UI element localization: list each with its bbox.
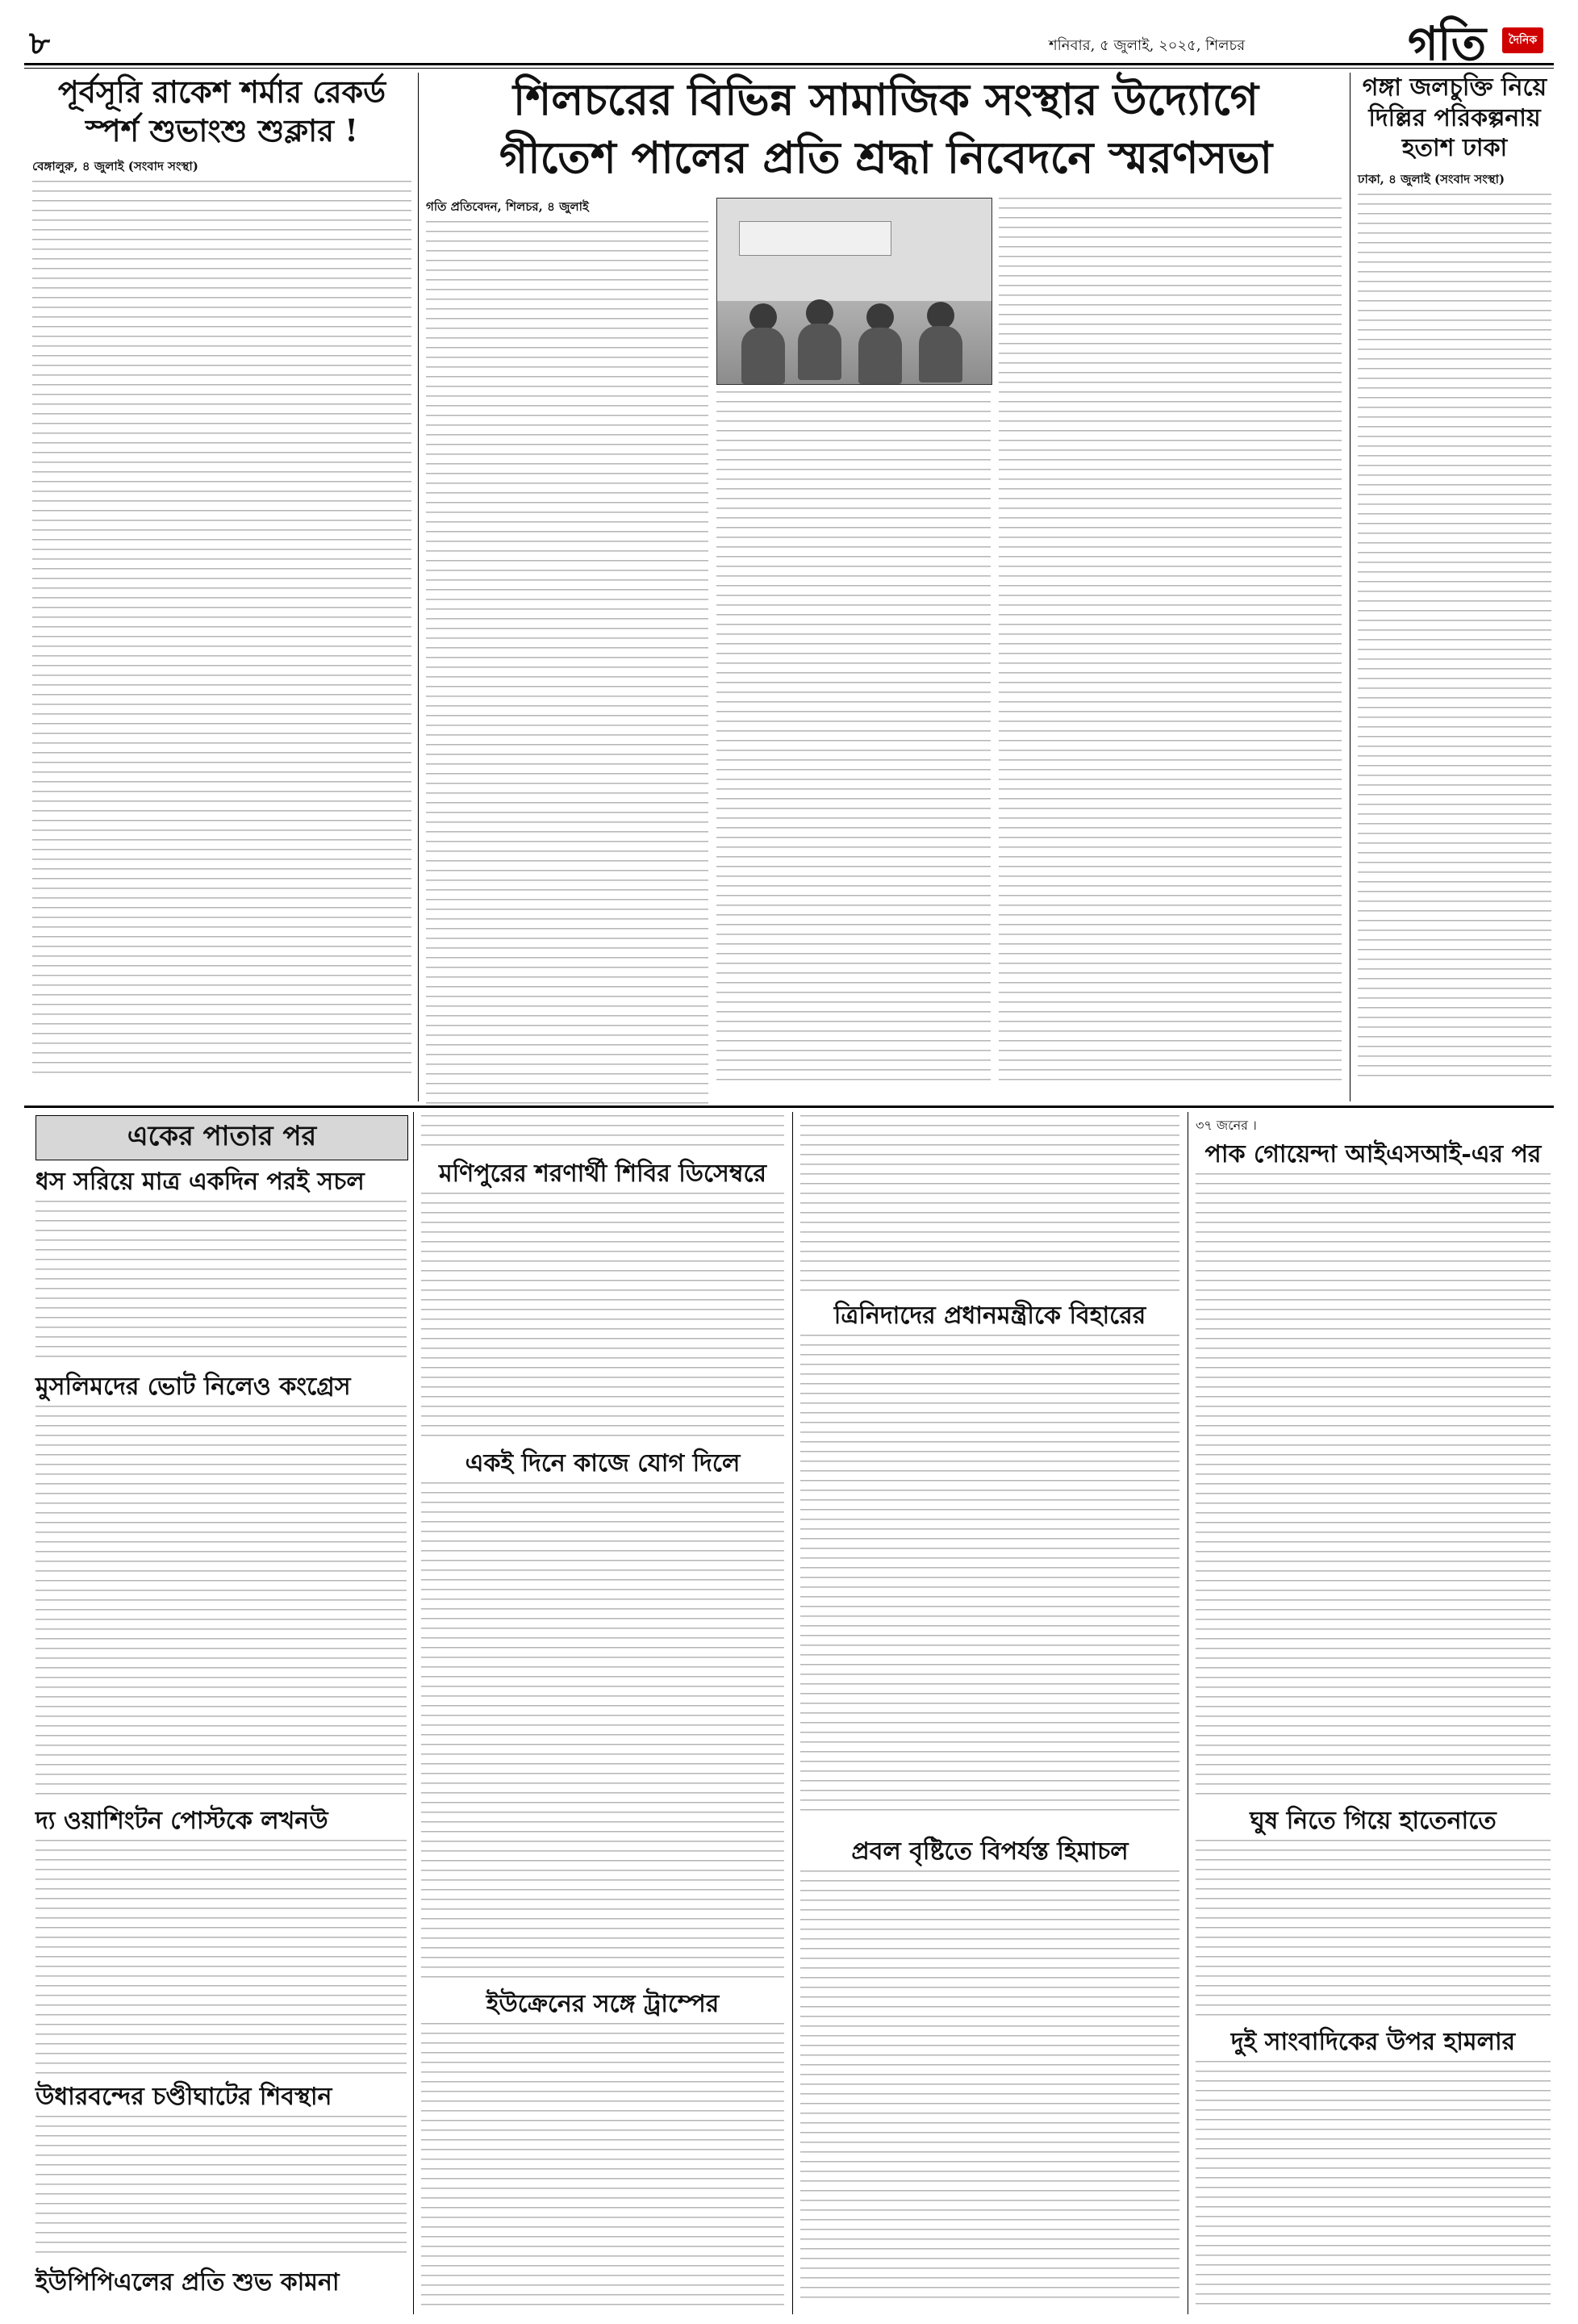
article-rakesh xyxy=(32,73,411,1076)
article-shilchar-col1 xyxy=(426,198,708,1109)
masthead-rule xyxy=(24,63,1554,65)
pak-lead: ৩৭ জনের । xyxy=(1196,1118,1257,1133)
masthead-rule-thin xyxy=(24,68,1554,69)
article-trinidad-title: ত্রিনিদাদের প্রধানমন্ত্রীকে বিহারের xyxy=(833,1302,1146,1330)
article-ghush-body xyxy=(1196,1840,1551,2017)
article-trinidad-body xyxy=(800,1335,1179,1819)
article-ghush xyxy=(1196,1806,1551,2017)
article-shilchar-body-2 xyxy=(716,391,991,1085)
carry-over-body xyxy=(421,1115,784,1152)
article-kaaj-title: একই দিনে কাজে যোগ দিলে xyxy=(465,1449,741,1478)
article-manipur xyxy=(421,1159,784,1443)
article-pak-body xyxy=(1196,1173,1551,1795)
article-ukraine-title: ইউক্রেনের সঙ্গে ট্রাম্পের xyxy=(486,1990,720,2018)
column-rule xyxy=(792,1112,793,2314)
article-ganga-title: গঙ্গা জলচুক্তি নিয়ে দিল্লির পরিকল্পনায় হতাশ ঢাকা xyxy=(1362,73,1547,162)
article-dhos xyxy=(35,1167,407,1362)
article-upl xyxy=(35,2268,407,2298)
article-udhar-body xyxy=(35,2116,407,2261)
article-dhos-title: ধস সরিয়ে মাত্র একদিন পরই সচল xyxy=(35,1168,365,1196)
article-muslim-title: মুসলিমদের ভোট নিলেও কংগ্রেস xyxy=(35,1373,351,1401)
article-ukraine-body xyxy=(421,2023,784,2314)
paper-badge: দৈনিক xyxy=(1502,27,1543,53)
article-washington xyxy=(35,1806,407,2074)
article-dhos-body xyxy=(35,1201,407,1362)
article-ganga-body xyxy=(1358,194,1551,1081)
article-ganga xyxy=(1358,73,1551,1081)
article-shilchar-title-2: গীতেশ পালের প্রতি শ্রদ্ধা নিবেদনে স্মরণসভা xyxy=(499,131,1273,183)
carry-over-body-2 xyxy=(800,1115,1179,1293)
article-udhar xyxy=(35,2082,407,2261)
article-pak-title: পাক গোয়েন্দা আইএসআই-এর পর xyxy=(1204,1140,1542,1168)
article-dui xyxy=(1196,2027,1551,2311)
article-kaaj-body xyxy=(421,1482,784,1983)
article-shilchar-body-3 xyxy=(999,198,1342,1085)
article-himachal-title: প্রবল বৃষ্টিতে বিপর্যস্ত হিমাচল xyxy=(851,1837,1129,1866)
article-ghush-title: ঘুষ নিতে গিয়ে হাতেনাতে xyxy=(1250,1807,1497,1835)
article-ukraine xyxy=(421,1989,784,2314)
article-upl-title: ইউপিপিএলের প্রতি শুভ কামনা xyxy=(35,2268,340,2297)
article-shilchar-title-1: শিলচরের বিভিন্ন সামাজিক সংস্থার উদ্যোগে xyxy=(512,73,1259,125)
continued-banner xyxy=(35,1115,408,1160)
article-manipur-body xyxy=(421,1193,784,1443)
memorial-photo xyxy=(716,198,992,385)
article-shilchar xyxy=(426,73,1346,185)
date-line: শনিবার, ৫ জুলাই, ২০২৫, শিলচর xyxy=(1049,37,1246,54)
article-ganga-dateline: ঢাকা, ৪ জুলাই (সংবাদ সংস্থা) xyxy=(1358,171,1505,186)
column-rule xyxy=(413,1112,414,2314)
article-himachal xyxy=(800,1837,1179,2306)
article-rakesh-title: পূর্বসূরি রাকেশ শর্মার রেকর্ড স্পর্শ শুভাংশু শুক্লার ! xyxy=(57,73,386,148)
article-muslim-body xyxy=(35,1406,407,1801)
section-rule xyxy=(24,1106,1554,1108)
article-rakesh-dateline: বেঙ্গালুরু, ৪ জুলাই (সংবাদ সংস্থা) xyxy=(32,159,198,173)
page-number: ৮ xyxy=(29,24,50,62)
column-rule xyxy=(418,73,419,1101)
article-kaaj xyxy=(421,1448,784,1983)
continued-label: একের পাতার পর xyxy=(127,1119,317,1152)
paper-logo: গতি xyxy=(1408,16,1486,71)
article-udhar-title: উধারবন্দের চণ্ডীঘাটের শিবস্থান xyxy=(35,2083,332,2111)
article-himachal-body xyxy=(800,1870,1179,2306)
article-pak xyxy=(1196,1139,1551,1795)
article-washington-body xyxy=(35,1840,407,2074)
article-rakesh-body xyxy=(32,181,411,1076)
article-trinidad xyxy=(800,1301,1179,1819)
article-muslim xyxy=(35,1372,407,1801)
article-dui-title: দুই সাংবাদিকের উপর হামলার xyxy=(1230,2028,1516,2056)
article-shilchar-body-1 xyxy=(426,221,708,1109)
article-shilchar-dateline: গতি প্রতিবেদন, শিলচর, ৪ জুলাই xyxy=(426,199,589,214)
article-manipur-title: মণিপুরের শরণার্থী শিবির ডিসেম্বরে xyxy=(438,1160,767,1188)
article-washington-title: দ্য ওয়াশিংটন পোস্টকে লখনউ xyxy=(35,1807,328,1835)
article-dui-body xyxy=(1196,2061,1551,2311)
